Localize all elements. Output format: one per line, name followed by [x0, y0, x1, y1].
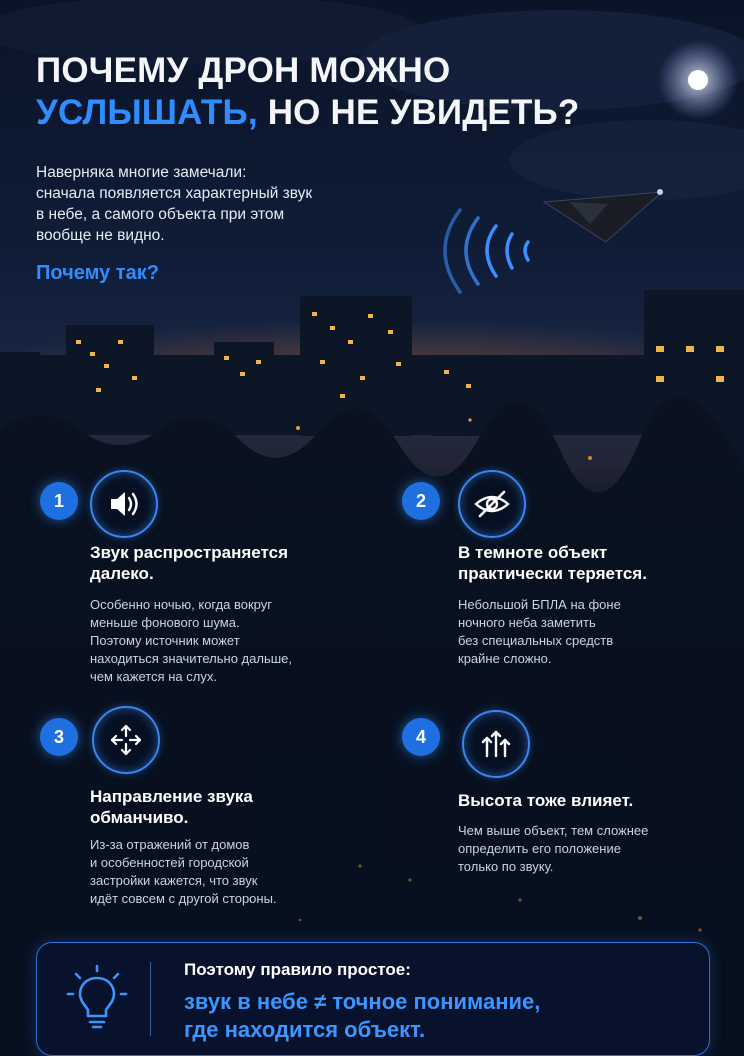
point-3-body-line: Из-за отражений от домов	[90, 837, 250, 852]
intro-question: Почему так?	[36, 262, 159, 284]
point-1-body-line: находиться значительно дальше,	[90, 651, 292, 666]
page-title	[36, 50, 579, 134]
title-accent: УСЛЫШАТЬ,	[36, 93, 258, 132]
point-2-body-line: Небольшой БПЛА на фоне	[458, 597, 621, 612]
eye-off-icon	[472, 484, 512, 524]
point-1-body-line: Особенно ночью, когда вокруг	[90, 597, 273, 612]
point-1-title	[90, 542, 288, 584]
intro-text	[36, 162, 396, 246]
point-3-icon-circle	[92, 706, 160, 774]
lightbulb-icon	[66, 964, 128, 1034]
point-4-body	[458, 822, 648, 876]
point-3-body-line: и особенностей городской	[90, 855, 249, 870]
title-rest: НО НЕ УВИДЕТЬ?	[257, 93, 580, 132]
point-2-icon-circle	[458, 470, 526, 538]
point-4-body-line: определить его положение	[458, 841, 621, 856]
badge-number-3: 3	[40, 718, 78, 756]
point-1-body-line: чем кажется на слух.	[90, 669, 217, 684]
point-3-title-line: Направление звука	[90, 787, 253, 806]
intro-line: Наверняка многие замечали:	[36, 164, 247, 181]
point-1-body	[90, 596, 292, 686]
point-3-body-line: идёт совсем с другой стороны.	[90, 891, 277, 906]
point-4-icon-circle	[462, 710, 530, 778]
point-2-body-line: ночного неба заметить	[458, 615, 596, 630]
point-2-body-line: без специальных средств	[458, 633, 614, 648]
drone-sound-illustration	[420, 180, 680, 320]
point-4-body-line: Чем выше объект, тем сложнее	[458, 823, 649, 838]
point-4-body-line: только по звуку.	[458, 859, 554, 874]
title-line-1: ПОЧЕМУ ДРОН МОЖНО	[36, 51, 451, 90]
point-2-title	[458, 542, 647, 584]
arrows-direction-icon	[106, 720, 146, 760]
arrows-up-icon	[476, 724, 516, 764]
sound-waves-icon	[445, 210, 528, 292]
point-1-body-line: Поэтому источник может	[90, 633, 240, 648]
point-1-title-line: далеко.	[90, 564, 154, 583]
badge-number-2: 2	[402, 482, 440, 520]
point-2-title-line: В темноте объект	[458, 543, 608, 562]
point-2-body-line: крайне сложно.	[458, 651, 552, 666]
point-4-title-line: Высота тоже влияет.	[458, 791, 634, 810]
point-3-body	[90, 836, 277, 908]
rule-main-text	[184, 988, 540, 1044]
rule-main-line: звук в небе ≠ точное понимание,	[184, 989, 541, 1014]
intro-line: сначала появляется характерный звук	[36, 185, 313, 202]
point-1-icon-circle	[90, 470, 158, 538]
point-3-title-line: обманчиво.	[90, 808, 189, 827]
badge-number-1: 1	[40, 482, 78, 520]
point-4-title	[458, 790, 633, 811]
rule-divider	[150, 962, 151, 1036]
drone-icon	[544, 189, 663, 242]
rule-main-line: где находится объект.	[184, 1017, 426, 1042]
title-line-2	[36, 93, 579, 132]
intro-line: вообще не видно.	[36, 227, 165, 244]
point-3-title	[90, 786, 253, 828]
point-2-body	[458, 596, 621, 668]
intro-line: в небе, а самого объекта при этом	[36, 206, 285, 223]
badge-number-4: 4	[402, 718, 440, 756]
speaker-icon	[104, 484, 144, 524]
point-2-title-line: практически теряется.	[458, 564, 647, 583]
point-1-title-line: Звук распространяется	[90, 543, 288, 562]
point-3-body-line: застройки кажется, что звук	[90, 873, 258, 888]
rule-lead-text: Поэтому правило простое:	[184, 960, 411, 979]
point-1-body-line: меньше фонового шума.	[90, 615, 240, 630]
